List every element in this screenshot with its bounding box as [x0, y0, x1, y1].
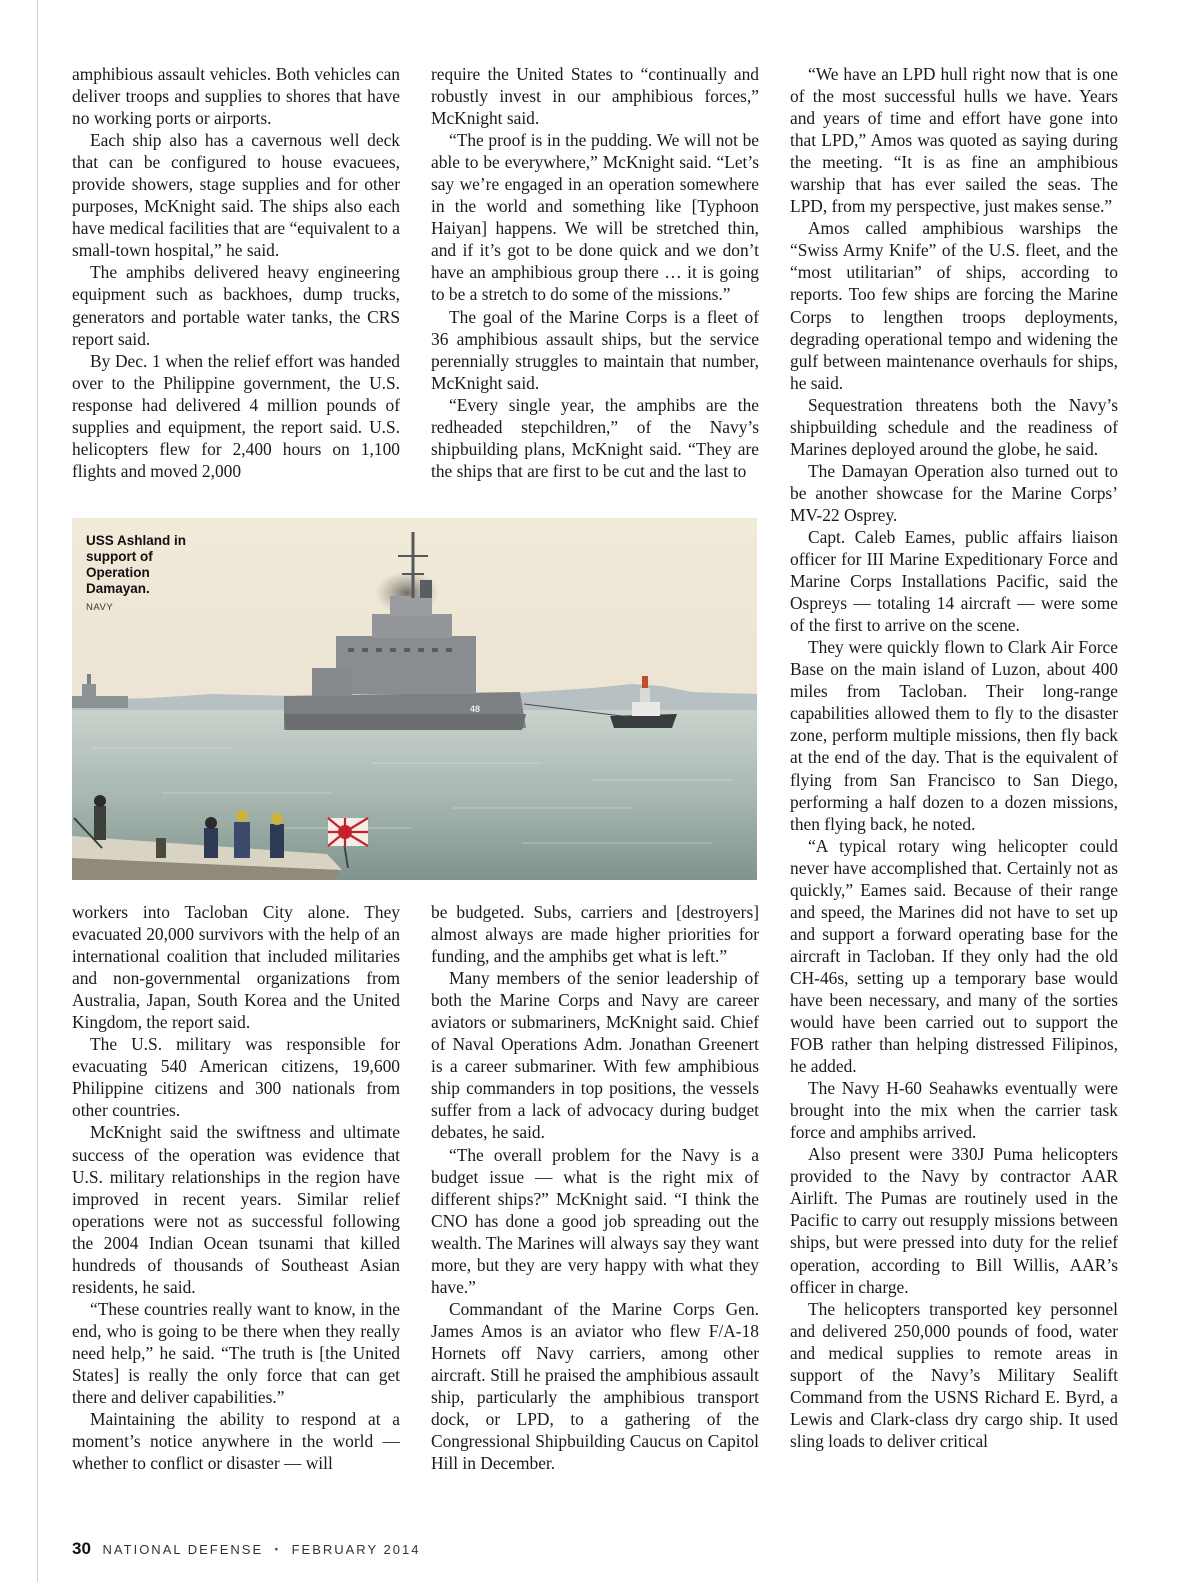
page-spine-line [37, 0, 38, 1582]
column-1-bottom [72, 901, 400, 1476]
paragraph: Maintaining the ability to respond at a moment’s notice anywhere in the world — whether to conflict or disaster — will [72, 1409, 400, 1474]
paragraph: Amos called amphibious warships the “Swiss Army Knife” of the U.S. fleet, and the “most utilitarian” of ships, according to reports. Too few ships are forcing the Marine Corps to lengthen troops deployments, degrading operational tempo and widening the gulf between maintenance overhauls for ships, he said. [790, 218, 1118, 393]
ship-photo [72, 518, 757, 880]
paragraph: Each ship also has a cavernous well deck that can be configured to house evacuees, provide showers, stage supplies and for other purposes, McKnight said. The ships also each have medical facilities that are “equivalent to a small-town hospital,” he said. [72, 130, 400, 261]
column-1-top [72, 63, 400, 509]
page-number: 30 [72, 1539, 91, 1558]
paragraph: Sequestration threatens both the Navy’s shipbuilding schedule and the readiness of Marines deployed around the globe, he said. [790, 394, 1118, 459]
paragraph: “We have an LPD hull right now that is one of the most successful hulls we have. Years and years of time and effort have gone into that LPD,” Amos was quoted as saying during the meeting. “It is as fine an amphibious warship that has ever sailed the seas. The LPD, from my perspective, just makes sense.” [790, 64, 1118, 217]
paragraph: workers into Tacloban City alone. They evacuated 20,000 survivors with the help of an international coalition that included militaries and non-governmental organizations from Australia, Japan, South Korea and the United Kingdom, the report said. [72, 902, 400, 1033]
issue-date: FEBRUARY 2014 [291, 1542, 421, 1557]
photo-credit: NAVY [86, 602, 114, 613]
photo-caption [86, 533, 196, 613]
paragraph: “A typical rotary wing helicopter could never have accomplished that. Certainly not as quickly,” Eames said. Because of their range and speed, the Marines did not have to set up and support a forward operating base for the aircraft in Tacloban. If they only had the old CH-46s, setting up a temporary base would have been necessary, and many of the sorties would have been carried out to support the FOB rather than helping distressed Filipinos, he added. [790, 835, 1118, 1077]
paragraph: Commandant of the Marine Corps Gen. James Amos is an aviator who flew F/A-18 Hornets off Navy carriers, among other aircraft. Still he praised the amphibious assault ship, particularly the amphibious transport dock, or LPD, to a gathering of the Congressional Shipbuilding Caucus on Capitol Hill in December. [431, 1298, 759, 1474]
paragraph: require the United States to “continually and robustly invest in our amphibious forces,” McKnight said. [431, 64, 759, 129]
paragraph: amphibious assault vehicles. Both vehicles can deliver troops and supplies to shores that have no working ports or airports. [72, 64, 400, 129]
paragraph: They were quickly flown to Clark Air Force Base on the main island of Luzon, about 400 miles from Tacloban. Their long-range capabilities allowed them to fly to the disaster zone, perform multiple missions, then fly back at the end of the day. That is the equivalent of flying from San Francisco to San Diego, performing a half dozen to a dozen missions, then flying back, he noted. [790, 637, 1118, 834]
column-3 [790, 63, 1118, 1476]
paragraph: “Every single year, the amphibs are the redheaded stepchildren,” of the Navy’s shipbuilding plans, McKnight said. “They are the ships that are first to be cut and the last to [431, 394, 759, 481]
photo-caption-title: USS Ashland in support of Operation Damayan. [86, 533, 187, 596]
column-2-bottom [431, 901, 759, 1476]
paragraph: The helicopters transported key personnel and delivered 250,000 pounds of food, water and medical supplies to remote areas in support of the Navy’s Military Sealift Command from the USNS Richard E. Byrd, a Lewis and Clark-class dry cargo ship. It used sling loads to deliver critical [790, 1298, 1118, 1451]
paragraph: Many members of the senior leadership of both the Marine Corps and Navy are career aviators or submariners, McKnight said. Chief of Naval Operations Adm. Jonathan Greenert is a career submariner. With few amphibious ship commanders in top positions, the vessels suffer from a lack of advocacy during budget debates, he said. [431, 968, 759, 1143]
paragraph: McKnight said the swiftness and ultimate success of the operation was evidence that U.S. military relationships in the region have improved in recent years. Similar relief operations were not as successful following the 2004 Indian Ocean tsunami that killed hundreds of thousands of Southeast Asian residents, he said. [72, 1122, 400, 1297]
paragraph: The U.S. military was responsible for evacuating 540 American citizens, 19,600 Philippine citizens and 300 nationals from other countries. [72, 1034, 400, 1121]
paragraph: The amphibs delivered heavy engineering equipment such as backhoes, dump trucks, generators and portable water tanks, the CRS report said. [72, 262, 400, 349]
paragraph: Capt. Caleb Eames, public affairs liaison officer for III Marine Expeditionary Force and Marine Corps Installations Pacific, said the Ospreys — totaling 14 aircraft — were some of the first to arrive on the scene. [790, 526, 1118, 636]
paragraph: be budgeted. Subs, carriers and [destroyers] almost always are made higher priorities for funding, and the amphibs get what is left.” [431, 902, 759, 967]
paragraph: By Dec. 1 when the relief effort was handed over to the Philippine government, the U.S. response had delivered 4 million pounds of supplies and equipment, the report said. U.S. helicopters flew for 2,400 hours on 1,100 flights and moved 2,000 [72, 350, 400, 481]
paragraph: “The proof is in the pudding. We will not be able to be everywhere,” McKnight said. “Let’s say we’re engaged in an operation somewhere in the world and something like [Typhoon Haiyan] happens. We will be stretched thin, and if it’s got to be done quick and we don’t have an amphibious group there … it is going to be a stretch to do some of the missions.” [431, 130, 759, 305]
page-footer [72, 1539, 420, 1559]
paragraph: “The overall problem for the Navy is a budget issue — what is the right mix of different ships?” McKnight said. “I think the CNO has done a good job spreading out the wealth. The Marines will always say they want more, but they are very happy with what they have.” [431, 1144, 759, 1297]
paragraph: The goal of the Marine Corps is a fleet of 36 amphibious assault ships, but the service perennially struggles to maintain that number, McKnight said. [431, 306, 759, 393]
publication-name: NATIONAL DEFENSE [102, 1542, 264, 1557]
paragraph: “These countries really want to know, in the end, who is going to be there when they really need help,” he said. “The truth is [the United States] is really the only force that can get there and deliver capabilities.” [72, 1298, 400, 1408]
paragraph: The Damayan Operation also turned out to be another showcase for the Marine Corps’ MV-22 Osprey. [790, 460, 1118, 525]
column-2-top [431, 63, 759, 509]
hull-number: 48 [470, 704, 481, 714]
paragraph: Also present were 330J Puma helicopters provided to the Navy by contractor AAR Airlift. The Pumas are routinely used in the Pacific to carry out resupply missions between ships, but were pressed into duty for the relief operation, according to Bill Willis, AAR’s officer in charge. [790, 1144, 1118, 1297]
paragraph: The Navy H-60 Seahawks eventually were brought into the mix when the carrier task force and amphibs arrived. [790, 1078, 1118, 1143]
footer-separator: ▪ [274, 1544, 280, 1554]
